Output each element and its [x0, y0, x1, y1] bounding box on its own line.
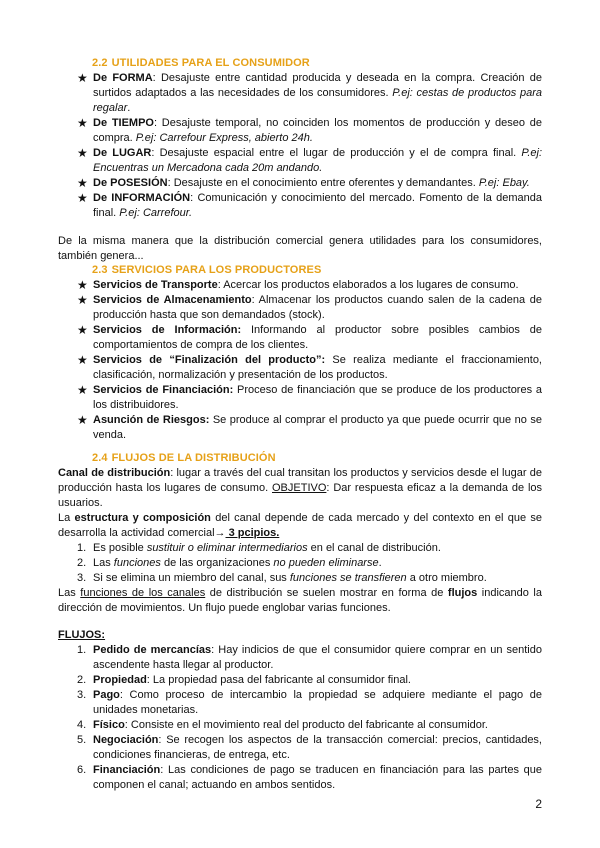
list-item [0, 146, 600, 176]
estructura-text: del canal depende de cada mercado y del contexto en el que se desarrolla la actividad comercial [58, 512, 542, 539]
item-example: P.ej: Encuentras un Mercadona cada 20m andando. [93, 147, 542, 174]
item-text: : Desajuste espacial entre el lugar de producción y el de compra final. [151, 147, 522, 159]
list-item [0, 383, 600, 413]
canal-term: Canal de distribución [58, 467, 171, 479]
star-bullet-icon: ★ [77, 278, 88, 292]
item-number: 3. [77, 572, 87, 584]
item-text: : Se recogen los aspectos de la transacción comercial: precios, cantidades, condiciones financieras, de entrega, etc. [93, 734, 542, 761]
item-term: Servicios de “Finalización del producto”: [93, 354, 326, 366]
item-emphasis: sustituir o eliminar intermediarios [146, 542, 308, 554]
item-tail: . [127, 102, 131, 114]
item-example: P.ej: Carrefour Express, abierto 24h. [135, 132, 313, 144]
item-example: P.ej: Ebay. [478, 177, 530, 189]
utilities-list [0, 71, 600, 221]
list-item [0, 571, 600, 586]
list-item [0, 718, 600, 733]
funciones-bold: flujos [447, 587, 478, 599]
star-bullet-icon: ★ [77, 353, 88, 367]
section-title: FLUJOS DE LA DISTRIBUCIÓN [111, 452, 276, 464]
item-term: De TIEMPO [93, 117, 154, 129]
item-text: : Desajuste entre cantidad producida y deseada en la compra. Creación de surtidos adaptados a las necesidades de los consumidores. [93, 72, 542, 99]
item-emphasis: funciones [113, 557, 161, 569]
item-text: Informando al productor sobre posibles cambios de comportamientos de compra de los clientes. [93, 324, 543, 351]
item-term: Servicios de Almacenamiento [93, 294, 252, 306]
principles-list [0, 541, 600, 586]
item-term: De INFORMACIÓN [93, 192, 191, 204]
funciones-underlined: funciones de los canales [80, 587, 206, 599]
star-bullet-icon: ★ [77, 116, 88, 130]
item-text: Se produce al comprar el producto ya que puede ocurrir que no se venda. [93, 414, 542, 441]
item-term: Servicios de Financiación: [93, 384, 234, 396]
star-bullet-icon: ★ [77, 383, 88, 397]
item-text: : Las condiciones de pago se traducen en financiación para las partes que componen el canal; actuando en ambos sentidos. [93, 764, 542, 791]
funciones-paragraph [58, 586, 542, 616]
item-text: : Hay indicios de que el consumidor quiere comprar en un sentido ascendente hasta llegar al productor. [93, 644, 542, 671]
item-emphasis: funciones se transfieren [289, 572, 407, 584]
item-example: P.ej: cestas de productos para regalar [93, 87, 543, 114]
item-term: Financiación [93, 764, 161, 776]
item-text: : Comunicación y conocimiento del mercado. Fomento de la demanda final. [93, 192, 542, 219]
list-item [0, 116, 600, 146]
star-bullet-icon: ★ [77, 413, 88, 427]
list-item [0, 673, 600, 688]
arrow-right-icon: → [214, 527, 226, 539]
section-number: 2.2 [92, 57, 108, 69]
star-bullet-icon: ★ [77, 146, 88, 160]
list-item [0, 176, 600, 191]
list-item [0, 413, 600, 443]
list-item [0, 278, 600, 293]
item-number: 5. [77, 734, 87, 746]
flujos-list [0, 643, 600, 793]
funciones-mid: de distribución se suelen mostrar en forma de [205, 587, 448, 599]
item-number: 2. [77, 557, 87, 569]
flujos-title [58, 628, 542, 643]
item-text: Las [93, 557, 114, 569]
item-text: : Almacenar los productos cuando salen de la cadena de producción hasta que son demandados (stock). [93, 294, 542, 321]
list-item [0, 353, 600, 383]
item-text: : Desajuste en el conocimiento entre oferentes y demandantes. [167, 177, 479, 189]
item-term: Pedido de mercancías [93, 644, 212, 656]
star-bullet-icon: ★ [77, 71, 88, 85]
objetivo-text: : Dar respuesta eficaz a la demanda de los usuarios. [58, 482, 543, 509]
item-number: 1. [77, 542, 87, 554]
list-item [0, 71, 600, 116]
item-text: Es posible [93, 542, 147, 554]
item-number: 4. [77, 719, 87, 731]
item-text: . [378, 557, 382, 569]
item-term: De LUGAR [93, 147, 152, 159]
item-text: Si se elimina un miembro del canal, sus [93, 572, 290, 584]
item-text: : Consiste en el movimiento real del producto del fabricante al consumidor. [124, 719, 488, 731]
canal-paragraph [58, 466, 542, 511]
item-term: Servicios de Información: [93, 324, 242, 336]
star-bullet-icon: ★ [77, 323, 88, 337]
list-item [0, 733, 600, 763]
list-item [0, 323, 600, 353]
star-bullet-icon: ★ [77, 176, 88, 190]
item-number: 2. [77, 674, 87, 686]
list-item [0, 556, 600, 571]
page-number: 2 [535, 797, 542, 811]
item-term: Asunción de Riesgos: [93, 414, 210, 426]
item-number: 3. [77, 689, 87, 701]
item-term: De POSESIÓN [93, 177, 168, 189]
item-number: 6. [77, 764, 87, 776]
list-item [0, 763, 600, 793]
section-title: SERVICIOS PARA LOS PRODUCTORES [111, 264, 322, 276]
item-text: Se realiza mediante el fraccionamiento, clasificación, normalización y presentación de los productos. [93, 354, 542, 381]
item-text: : La propiedad pasa del fabricante al consumidor final. [146, 674, 411, 686]
item-term: De FORMA [93, 72, 153, 84]
funciones-post: indicando la dirección de movimientos. Un flujo puede englobar varias funciones. [58, 587, 542, 614]
services-list [0, 278, 600, 443]
item-emphasis: no pueden eliminarse [273, 557, 379, 569]
item-text: Proceso de financiación que se produce de los productores a los distribuidores. [93, 384, 542, 411]
item-term: Propiedad [93, 674, 147, 686]
principios-label: 3 pcipios. [225, 527, 280, 539]
item-text: : Desajuste temporal, no coinciden los momentos de producción y deseo de compra. [93, 117, 542, 144]
estructura-term: estructura y composición [74, 512, 211, 524]
canal-text: : lugar a través del cual transitan los productos y servicios desde el lugar de producción hasta los lugares de consumo. [58, 467, 542, 494]
item-term: Físico [93, 719, 125, 731]
flujos-title-text: FLUJOS: [58, 629, 106, 641]
list-item [0, 643, 600, 673]
section-heading-2-2 [92, 56, 310, 71]
item-text: : Acercar los productos elaborados a los lugares de consumo. [217, 279, 519, 291]
item-text: en el canal de distribución. [307, 542, 441, 554]
section-number: 2.3 [92, 264, 108, 276]
item-number: 1. [77, 644, 87, 656]
list-item [0, 293, 600, 323]
objetivo-label: OBJETIVO [272, 482, 327, 494]
list-item [0, 688, 600, 718]
list-item [0, 191, 600, 221]
item-text: a otro miembro. [406, 572, 487, 584]
section-title: UTILIDADES PARA EL CONSUMIDOR [111, 57, 310, 69]
star-bullet-icon: ★ [77, 293, 88, 307]
star-bullet-icon: ★ [77, 191, 88, 205]
item-term: Pago [93, 689, 120, 701]
funciones-pre: Las [58, 587, 81, 599]
item-term: Negociación [93, 734, 159, 746]
item-example: P.ej: Carrefour. [119, 207, 193, 219]
section-heading-2-4 [92, 451, 276, 466]
item-term: Servicios de Transporte [93, 279, 218, 291]
section-number: 2.4 [92, 452, 108, 464]
intro-paragraph: De la misma manera que la distribución comercial genera utilidades para los consumidores, también genera... [58, 235, 542, 262]
section-heading-2-3 [92, 263, 321, 278]
estructura-pre: La [58, 512, 75, 524]
item-text: : Como proceso de intercambio la propiedad se adquiere mediante el pago de unidades monetarias. [93, 689, 542, 716]
list-item [0, 541, 600, 556]
estructura-paragraph [58, 511, 542, 541]
item-text: de las organizaciones [160, 557, 274, 569]
